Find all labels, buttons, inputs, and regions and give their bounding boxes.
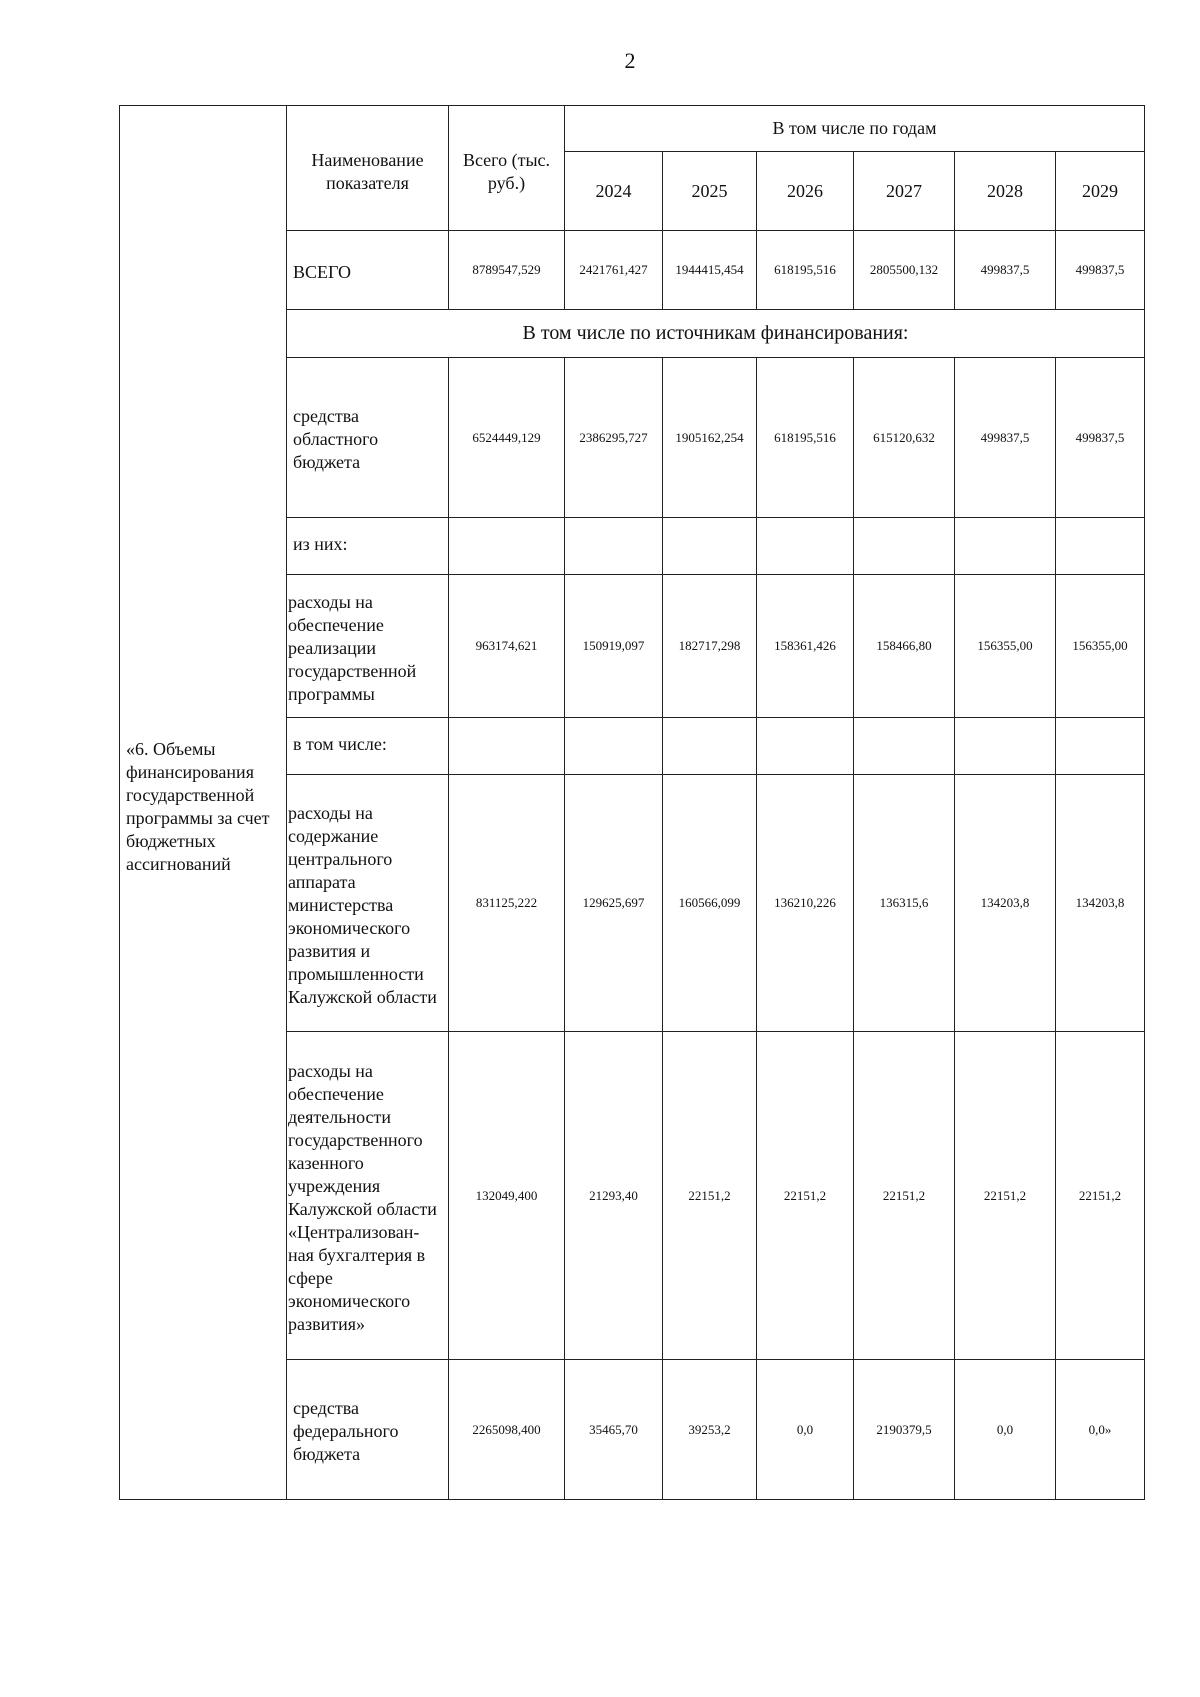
empty-cell [757,518,854,575]
value-cell: 35465,70 [565,1360,663,1500]
value-cell: 158361,426 [757,575,854,718]
row-name: из них: [287,518,449,575]
value-cell: 618195,516 [757,231,854,310]
value-cell: 618195,516 [757,358,854,518]
value-cell: 160566,099 [663,775,757,1032]
row-name: расходы на обеспечение деятельности государственного казенного учреждения Калужской области «Централизован-ная бухгалтерия в сфере экономического развития» [287,1032,449,1360]
header-name: Наименование показателя [287,106,449,231]
value-cell: 1944415,454 [663,231,757,310]
value-cell: 134203,8 [955,775,1056,1032]
value-cell: 150919,097 [565,575,663,718]
subheader-sources: В том числе по источникам финансирования: [287,310,1145,358]
year-cell: 2029 [1056,152,1145,231]
value-cell: 499837,5 [955,358,1056,518]
value-cell: 132049,400 [449,1032,565,1360]
value-cell: 1905162,254 [663,358,757,518]
value-cell: 22151,2 [854,1032,955,1360]
year-cell: 2024 [565,152,663,231]
value-cell: 22151,2 [955,1032,1056,1360]
financing-table [119,105,1145,1500]
value-cell: 129625,697 [565,775,663,1032]
header-row [120,106,1145,152]
empty-cell [854,518,955,575]
header-total: Всего (тыс. руб.) [449,106,565,231]
year-cell: 2027 [854,152,955,231]
value-cell: 136210,226 [757,775,854,1032]
empty-cell [955,718,1056,775]
section-label: «6. Объемы финансирования государственной программы за счет бюджетных ассигнований [120,106,287,1500]
value-cell: 6524449,129 [449,358,565,518]
value-cell: 2805500,132 [854,231,955,310]
row-name: средства областного бюджета [287,358,449,518]
value-cell: 156355,00 [955,575,1056,718]
empty-cell [663,718,757,775]
header-by-year: В том числе по годам [565,106,1145,152]
row-name: в том числе: [287,718,449,775]
row-name: расходы на обеспечение реализации государственной программы [287,575,449,718]
value-cell: 136315,6 [854,775,955,1032]
row-name: ВСЕГО [287,231,449,310]
empty-cell [955,518,1056,575]
empty-cell [854,718,955,775]
value-cell: 134203,8 [1056,775,1145,1032]
value-cell: 499837,5 [955,231,1056,310]
value-cell: 22151,2 [1056,1032,1145,1360]
value-cell: 2265098,400 [449,1360,565,1500]
empty-cell [565,518,663,575]
year-cell: 2028 [955,152,1056,231]
value-cell: 39253,2 [663,1360,757,1500]
empty-cell [449,518,565,575]
value-cell: 615120,632 [854,358,955,518]
value-cell: 2386295,727 [565,358,663,518]
value-cell: 499837,5 [1056,358,1145,518]
year-cell: 2026 [757,152,854,231]
row-name: расходы на содержание центрального аппарата министерства экономического развития и промышленности Калужской области [287,775,449,1032]
page-number: 2 [624,48,636,73]
value-cell: 831125,222 [449,775,565,1032]
value-cell: 22151,2 [663,1032,757,1360]
value-cell: 22151,2 [757,1032,854,1360]
value-cell: 0,0 [955,1360,1056,1500]
value-cell: 156355,00 [1056,575,1145,718]
value-cell: 499837,5 [1056,231,1145,310]
empty-cell [449,718,565,775]
empty-cell [565,718,663,775]
value-cell: 158466,80 [854,575,955,718]
value-cell: 182717,298 [663,575,757,718]
value-cell: 2190379,5 [854,1360,955,1500]
value-cell: 2421761,427 [565,231,663,310]
value-cell: 963174,621 [449,575,565,718]
empty-cell [663,518,757,575]
empty-cell [1056,518,1145,575]
row-name: средства федерального бюджета [287,1360,449,1500]
year-cell: 2025 [663,152,757,231]
value-cell: 0,0 [757,1360,854,1500]
empty-cell [1056,718,1145,775]
empty-cell [757,718,854,775]
value-cell: 8789547,529 [449,231,565,310]
value-cell: 21293,40 [565,1032,663,1360]
value-cell: 0,0» [1056,1360,1145,1500]
